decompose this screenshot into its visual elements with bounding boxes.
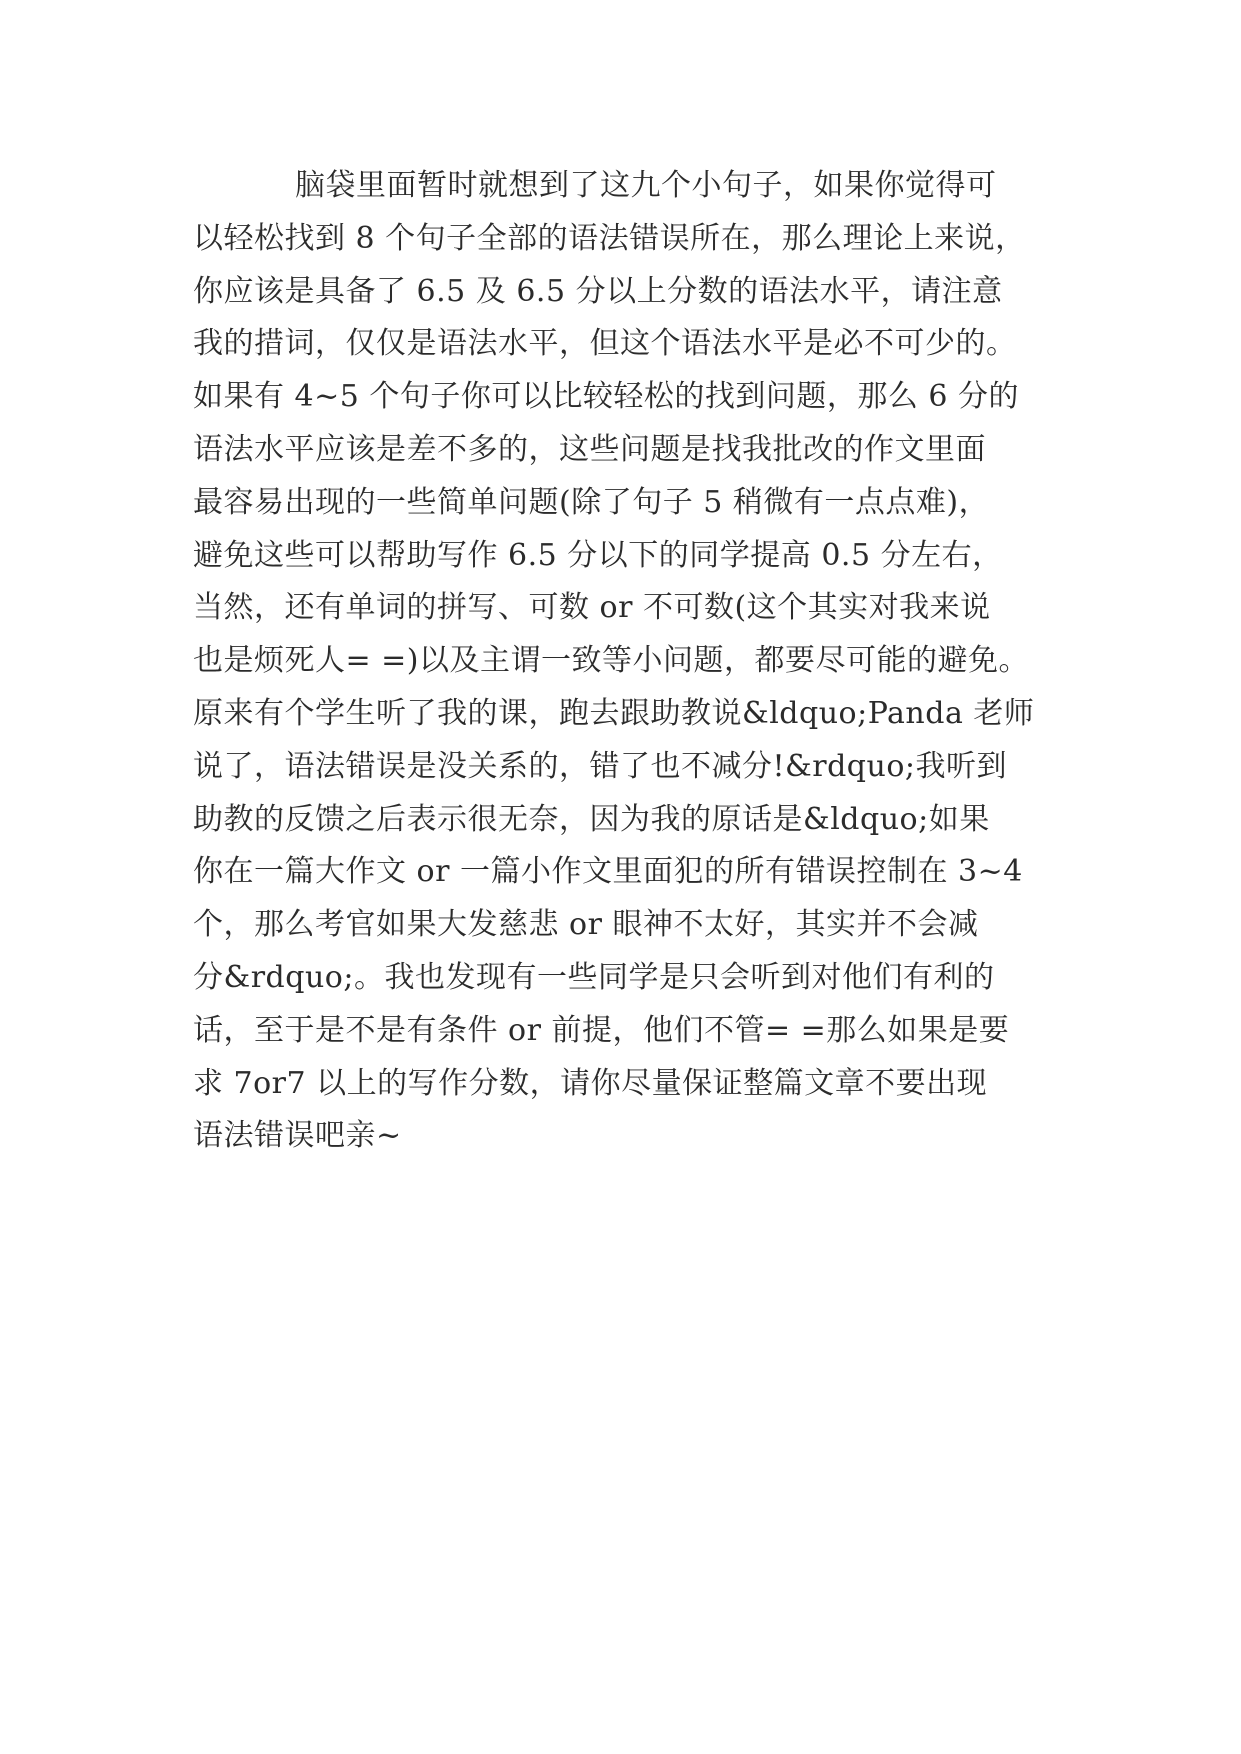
paragraph-line: 如果有 4~5 个句子你可以比较轻松的找到问题，那么 6 分的 bbox=[193, 379, 1020, 415]
paragraph-line: 个，那么考官如果大发慈悲 or 眼神不太好，其实并不会减 bbox=[193, 907, 979, 943]
paragraph-line: 避免这些可以帮助写作 6.5 分以下的同学提高 0.5 分左右， bbox=[193, 537, 1003, 573]
paragraph-line: 语法水平应该是差不多的，这些问题是找我批改的作文里面 bbox=[193, 431, 986, 467]
body-paragraph bbox=[193, 160, 1053, 1163]
paragraph-line: 助教的反馈之后表示很无奈，因为我的原话是&ldquo;如果 bbox=[193, 801, 990, 837]
paragraph-line: 我的措词，仅仅是语法水平，但这个语法水平是必不可少的。 bbox=[193, 326, 1017, 362]
paragraph-line: 当然，还有单词的拼写、可数 or 不可数(这个其实对我来说 bbox=[193, 590, 991, 626]
paragraph-line: 你在一篇大作文 or 一篇小作文里面犯的所有错误控制在 3~4 bbox=[193, 854, 1023, 890]
paragraph-line: 也是烦死人= =)以及主谓一致等小问题，都要尽可能的避免。 bbox=[193, 643, 1030, 679]
paragraph-line: 说了，语法错误是没关系的，错了也不减分!&rdquo;我听到 bbox=[193, 748, 1007, 784]
paragraph-line: 话，至于是不是有条件 or 前提，他们不管= =那么如果是要 bbox=[193, 1012, 1010, 1048]
paragraph-line: 分&rdquo;。我也发现有一些同学是只会听到对他们有利的 bbox=[193, 959, 995, 995]
paragraph-line: 最容易出现的一些简单问题(除了句子 5 稍微有一点点难)， bbox=[193, 484, 990, 520]
paragraph-line: 求 7or7 以上的写作分数，请你尽量保证整篇文章不要出现 bbox=[193, 1065, 988, 1101]
paragraph-line: 你应该是具备了 6.5 及 6.5 分以上分数的语法水平，请注意 bbox=[193, 273, 1003, 309]
paragraph-line: 脑袋里面暂时就想到了这九个小句子，如果你觉得可 bbox=[295, 168, 997, 203]
paragraph-line: 以轻松找到 8 个句子全部的语法错误所在，那么理论上来说， bbox=[193, 220, 1026, 256]
paragraph-line: 原来有个学生听了我的课，跑去跟助教说&ldquo;Panda 老师 bbox=[193, 695, 1035, 731]
paragraph-line: 语法错误吧亲~ bbox=[193, 1118, 402, 1154]
